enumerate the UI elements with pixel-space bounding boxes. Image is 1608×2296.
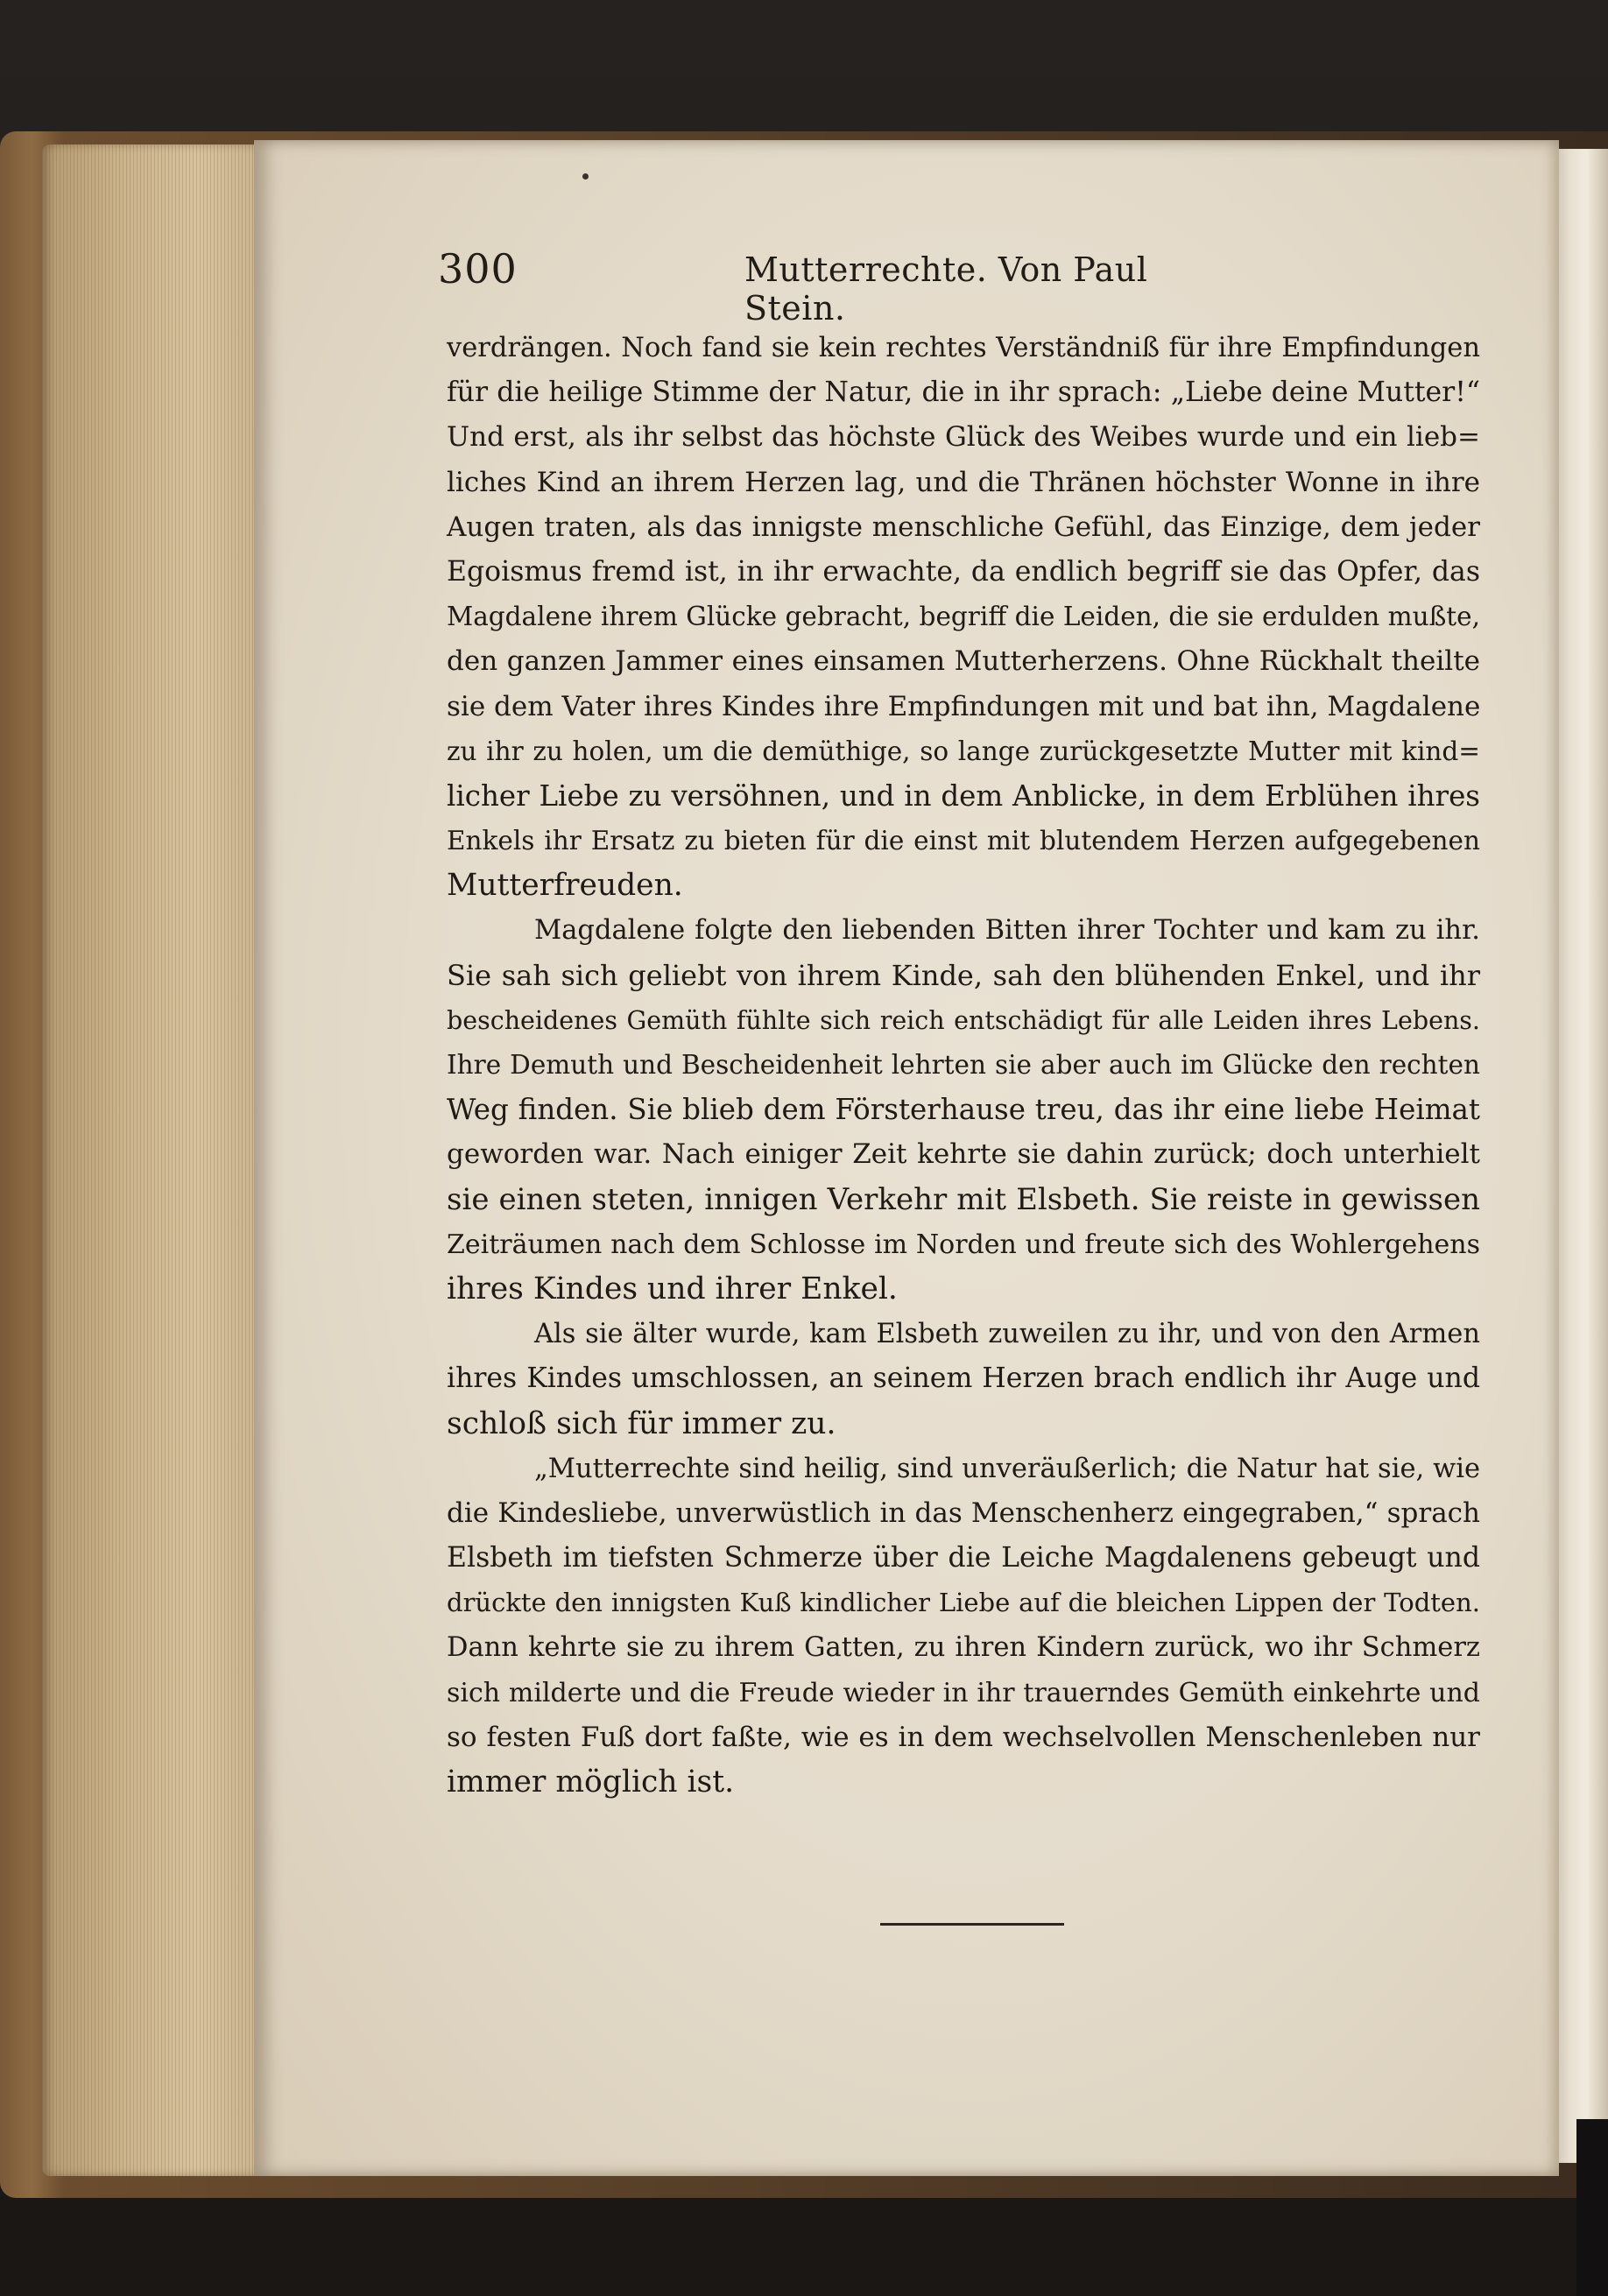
text-line: sich milderte und die Freude wieder in ihr trauerndes Gemüth einkehrte und bbox=[447, 1677, 1480, 1708]
page-number: 300 bbox=[438, 245, 518, 292]
text-line: sie einen steten, innigen Verkehr mit Elsbeth. Sie reiste in gewissen bbox=[447, 1181, 1480, 1217]
text-line: Elsbeth im tiefsten Schmerze über die Leiche Magdalenens gebeugt und bbox=[447, 1542, 1480, 1574]
text-line: Dann kehrte sie zu ihrem Gatten, zu ihren Kindern zurück, wo ihr Schmerz bbox=[447, 1632, 1480, 1664]
text-line: Als sie älter wurde, kam Elsbeth zuweilen zu ihr, und von den Armen bbox=[534, 1319, 1480, 1350]
text-line: Und erst, als ihr selbst das höchste Glück des Weibes wurde und ein lieb= bbox=[447, 421, 1480, 454]
text-line: licher Liebe zu versöhnen, und in dem Anblicke, in dem Erblühen ihres bbox=[447, 778, 1480, 813]
text-line: sie dem Vater ihres Kindes ihre Empfindungen mit und bat ihn, Magdalene bbox=[447, 690, 1481, 722]
text-line: Mutterfreuden. bbox=[447, 868, 683, 904]
text-line: den ganzen Jammer eines einsamen Mutterherzens. Ohne Rückhalt theilte bbox=[447, 645, 1480, 678]
text-line: Egoismus fremd ist, in ihr erwachte, da endlich begriff sie das Opfer, das bbox=[447, 555, 1480, 588]
running-title: Mutterrechte. Von Paul Stein. bbox=[744, 250, 1148, 327]
text-line: Augen traten, als das innigste menschliche Gefühl, das Einzige, dem jeder bbox=[447, 511, 1480, 543]
text-line: zu ihr zu holen, um die demüthige, so lange zurückgesetzte Mutter mit kind= bbox=[447, 736, 1480, 766]
text-line: schloß sich für immer zu. bbox=[447, 1405, 836, 1441]
text-line: Sie sah sich geliebt von ihrem Kinde, sah den blühenden Enkel, und ihr bbox=[447, 958, 1480, 992]
text-line: bescheidenes Gemüth fühlte sich reich entschädigt für alle Leiden ihres Lebens. bbox=[447, 1005, 1480, 1035]
text-line: geworden war. Nach einiger Zeit kehrte sie dahin zurück; doch unterhielt bbox=[447, 1138, 1480, 1171]
text-line: „Mutterrechte sind heilig, sind unveräußerlich; die Natur hat sie, wie bbox=[534, 1453, 1480, 1484]
text-line: liches Kind an ihrem Herzen lag, und die Thränen höchster Wonne in ihre bbox=[447, 466, 1480, 498]
background-shadow bbox=[1576, 2119, 1608, 2296]
text-line: für die heilige Stimme der Natur, die in ihr sprach: „Liebe deine Mutter!“ bbox=[447, 377, 1480, 409]
text-line: so festen Fuß dort faßte, wie es in dem wechselvollen Menschenleben nur bbox=[447, 1721, 1480, 1753]
page-block-edge bbox=[42, 144, 265, 2176]
text-line: die Kindesliebe, unverwüstlich in das Menschenherz eingegraben,“ sprach bbox=[447, 1497, 1480, 1529]
text-line: drückte den innigsten Kuß kindlicher Liebe auf die bleichen Lippen der Todten. bbox=[447, 1588, 1480, 1618]
end-rule bbox=[880, 1923, 1064, 1926]
next-pages-strip bbox=[1555, 149, 1608, 2163]
text-line: Enkels ihr Ersatz zu bieten für die einst mit blutendem Herzen aufgegebenen bbox=[447, 826, 1480, 856]
text-line: ihres Kindes umschlossen, an seinem Herzen brach endlich ihr Auge und bbox=[447, 1363, 1480, 1395]
text-line: ihres Kindes und ihrer Enkel. bbox=[447, 1271, 898, 1306]
body-text bbox=[447, 326, 1480, 1805]
text-line: Zeiträumen nach dem Schlosse im Norden und freute sich des Wohlergehens bbox=[447, 1229, 1480, 1260]
text-line: Ihre Demuth und Bescheidenheit lehrten sie aber auch im Glücke den rechten bbox=[447, 1050, 1480, 1080]
running-head bbox=[438, 245, 1165, 327]
text-line: verdrängen. Noch fand sie kein rechtes Verständniß für ihre Empfindungen bbox=[447, 333, 1480, 363]
printer-mark bbox=[582, 173, 589, 180]
text-line: Weg finden. Sie blieb dem Försterhause treu, das ihr eine liebe Heimat bbox=[447, 1093, 1480, 1127]
text-line: Magdalene folgte den liebenden Bitten ihrer Tochter und kam zu ihr. bbox=[534, 915, 1480, 947]
text-line: immer möglich ist. bbox=[447, 1764, 735, 1799]
text-line: Magdalene ihrem Glücke gebracht, begriff die Leiden, die sie erdulden mußte, bbox=[447, 602, 1480, 632]
